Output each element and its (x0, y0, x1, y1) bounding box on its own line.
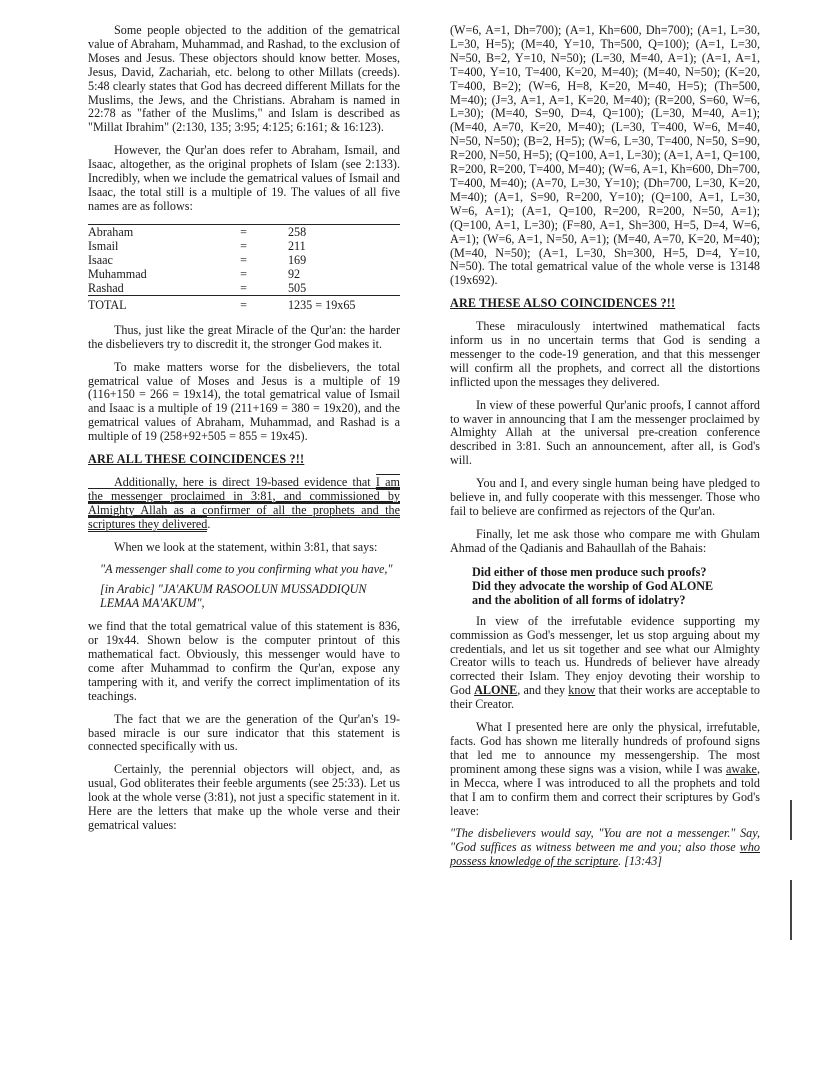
right-column (450, 24, 760, 878)
name-cell: Ismail (88, 238, 119, 253)
table-row (88, 267, 400, 281)
text-run: In view of the irrefutable evidence supporting my commission as God's messenger, let us stop arguing about my credentials, and let us sit together and see what our Almighty Creator wills to teach us. Hundreds of believer have already corrected their Islam. They enjoy devoting their worship to God (450, 613, 760, 698)
name-cell: Muhammad (88, 266, 147, 281)
paragraph: Thus, just like the great Miracle of the Qur'an: the harder the disbelievers try to discredit it, the stronger God makes it. (88, 322, 400, 351)
paragraph: You and I, and every single human being have pledged to believe in, and fully cooperate with this messenger. Those who fail to believe are confirmed as rejectors of the Qur'an. (450, 476, 760, 518)
paragraph: When we look at the statement, within 3:81, that says: (114, 539, 378, 554)
underlined-phrase: who possess knowledge of the scripture (450, 840, 760, 869)
paragraph: Certainly, the perennial objectors will object, and, as usual, God obliterates their feeble arguments (see 25:33). Let us look at the whole verse (3:81), not just a specific statement in it. Here are the letters that make up the whole verse and their gematrical values: (88, 762, 400, 832)
table-row (88, 281, 400, 296)
closing-verse-quote (450, 827, 760, 869)
paragraph: However, the Qur'an does refer to Abraham, Ismail, and Isaac, altogether, as the original prophets of Islam (see 2:133). Incredibly, when we include the gematrical values of Ismail and Isaac, the total still is a multiple of 19. The values of all five names are as follows: (88, 143, 400, 213)
section-heading: ARE ALL THESE COINCIDENCES ?!! (88, 452, 305, 467)
table-row (88, 253, 400, 267)
value-cell: 169 (287, 252, 307, 267)
text-run: , and they (517, 683, 569, 698)
arabic-quote: [in Arabic] "JA'AKUM RASOOLUN MUSSADDIQUN LEMAA MA'AKUM", (100, 582, 367, 611)
equals-cell: = (240, 280, 247, 295)
gematrical-values-table (88, 224, 400, 312)
value-cell: 505 (287, 280, 307, 295)
text-run: Additionally, here is direct 19-based evidence that (114, 474, 376, 489)
name-cell: Abraham (88, 224, 134, 239)
paragraph: Some people objected to the addition of the gematrical value of Abraham, Muhammad, and Rashad, to the exclusion of Moses and Jesus. These objectors should know better. Moses, Jesus, David, Zachariah, etc. belong to other Millats (creeds). 5:48 clearly states that God has decreed different Millats for the Muslims, the Jews, and the Christians. Abraham is named in 22:78 as "father of the Muslims," and Islam is described as "Millat Ibrahim" (2:130, 135; 3:95; 4:125; 6:161; & 16:123). (88, 23, 400, 135)
table-row (88, 239, 400, 253)
paragraph: These miraculously intertwined mathematical facts inform us in no uncertain terms that God is sending a messenger to the code-19 generation, and that this messenger will confirm all the prophets, and correct all the distortions inflicted upon the messages they delivered. (450, 319, 760, 389)
question: Did they advocate the worship of God ALONE (472, 578, 714, 593)
paragraph: we find that the total gematrical value of this statement is 836, or 19x44. Shown below is the computer printout of this mathematical fact. Obviously, this messenger would have to come after Muhammad to confirm the Qur'an, expose any tampering with it, and verify the correct implimentation of its teachings. (88, 619, 400, 703)
paragraph: To make matters worse for the disbelievers, the total gematrical value of Moses and Jesus is a multiple of 19 (116+150 = 266 = 19x14), the total gematrical value of Ismail and Isaac is a multiple of 19 (211+169 = 380 = 19x20), and the gematrical values of Abraham, Muhammad, and Rashad is a multiple of 19 (258+92+505 = 855 = 19x45). (88, 359, 400, 444)
value-cell: 258 (287, 224, 307, 239)
text-run: . (207, 516, 211, 531)
emphasis-alone: ALONE (474, 683, 518, 698)
equals-cell: = (240, 238, 247, 253)
equals-cell: = (240, 266, 247, 281)
equals-cell: = (182, 295, 282, 312)
letter-values-paragraph: (W=6, A=1, Dh=700); (A=1, Kh=600, Dh=700); (A=1, L=30, L=30, H=5); (M=40, Y=10, Th=500, Q=100); (A=1, L=30, N=50, B=2, Y=10, N=50); (L=30, M=40, A=1); (A=1, A=1, T=400, Y=10, T=400, K=20, M=40); (M=40, N=50); (K=20, T=400, B=2); (W=6, H=8, K=20, M=40, H=5); (Th=500, M=40); (J=3, A=1, A=1, K=20, M=40); (R=200, S=60, W=6, L=30); (M=40, S=90, D=4, Q=100); (L=30, M=40, A=1); (M=40, A=70, K=20, M=40); (L=30, T=400, W=6, M=40, N=50, N=50); (B=2, H=5); (W=6, L=30, T=400, N=50, S=90, R=200, N=50, H=5); (Q=100, A=1, L=30); (A=1, A=1, Q=100, R=200, R=200, T=400, M=40); (W=6, A=1, Kh=600, Dh=700, T=400, M=40); (A=70, L=30, Y=10); (Dh=700, L=30, K=20, M=40); (A=1, S=90, R=200, Y=10); (Q=100, A=1, L=30, W=6, A=1); (A=1, Q=100, R=200, R=200, N=50, A=1); (Q=100, A=1, L=30); (F=80, A=1, Sh=300, H=5, D=4, W=6, A=1); (W=6, A=1, N=50, A=1); (M=40, A=70, K=20, M=40); (M=40, N=50); (A=1, L=30, Sh=300, H=5, D=4, Y=10, N=50). The total gematrical value of the whole verse is 13148 (19x692). (450, 23, 760, 288)
paragraph (450, 721, 760, 818)
text-run: that their works are acceptable to their Creator. (450, 683, 760, 712)
emphasis-know: know (568, 683, 596, 698)
value-cell: 211 (287, 238, 306, 253)
text-run: , in Mecca, where I was introduced to all the prophets and told that I am to confirm them and correct their scriptures by God's leave: (450, 761, 760, 818)
table-row (88, 224, 400, 239)
name-cell: Rashad (88, 280, 124, 295)
scan-mark (790, 800, 792, 840)
left-column (88, 24, 400, 842)
total-label: TOTAL (88, 295, 182, 312)
total-value: 1235 = 19x65 (282, 295, 400, 312)
paragraph (88, 476, 400, 532)
question: Did either of those men produce such proofs? (472, 564, 707, 579)
equals-cell: = (240, 224, 247, 239)
verse-quote: "A messenger shall come to you confirming what you have," (100, 562, 393, 577)
name-cell: Isaac (88, 252, 113, 267)
underlined-claim: I am the messenger proclaimed in 3:81, and commissioned by Almighty Allah as a confirmer of all the prophets and the scriptures they delivered (88, 474, 400, 531)
question: and the abolition of all forms of idolatry? (472, 592, 686, 607)
paragraph: Finally, let me ask those who compare me with Ghulam Ahmad of the Qadianis and Bahaullah of the Bahais: (450, 526, 760, 555)
question-list (472, 565, 760, 607)
paragraph: The fact that we are the generation of the Qur'an's 19-based miracle is our sure indicator that this statement is connected specifically with us. (88, 711, 400, 754)
value-cell: 92 (287, 266, 301, 281)
section-heading: ARE THESE ALSO COINCIDENCES ?!! (450, 296, 676, 311)
text-run: . [13:43] (618, 854, 663, 869)
emphasis-awake: awake (725, 761, 757, 776)
text-run: "The disbelievers would say, "You are not a messenger." Say, "God suffices as witness between me and you; also those (450, 826, 760, 855)
paragraph: In view of these powerful Qur'anic proofs, I cannot afford to waver in announcing that I am the messenger proclaimed by Almighty Allah at the universal pre-creation conference described in 3:81. Such an announcement, after all, is God's will. (450, 397, 760, 468)
total-row (88, 295, 400, 312)
paragraph (450, 615, 760, 712)
text-run: What I presented here are only the physical, irrefutable, facts. God has shown me literally hundreds of profound signs that led me to announce my messengership. The most prominent among these signs was a vision, while I was (450, 720, 760, 776)
scan-mark (790, 880, 792, 940)
equals-cell: = (240, 252, 247, 267)
